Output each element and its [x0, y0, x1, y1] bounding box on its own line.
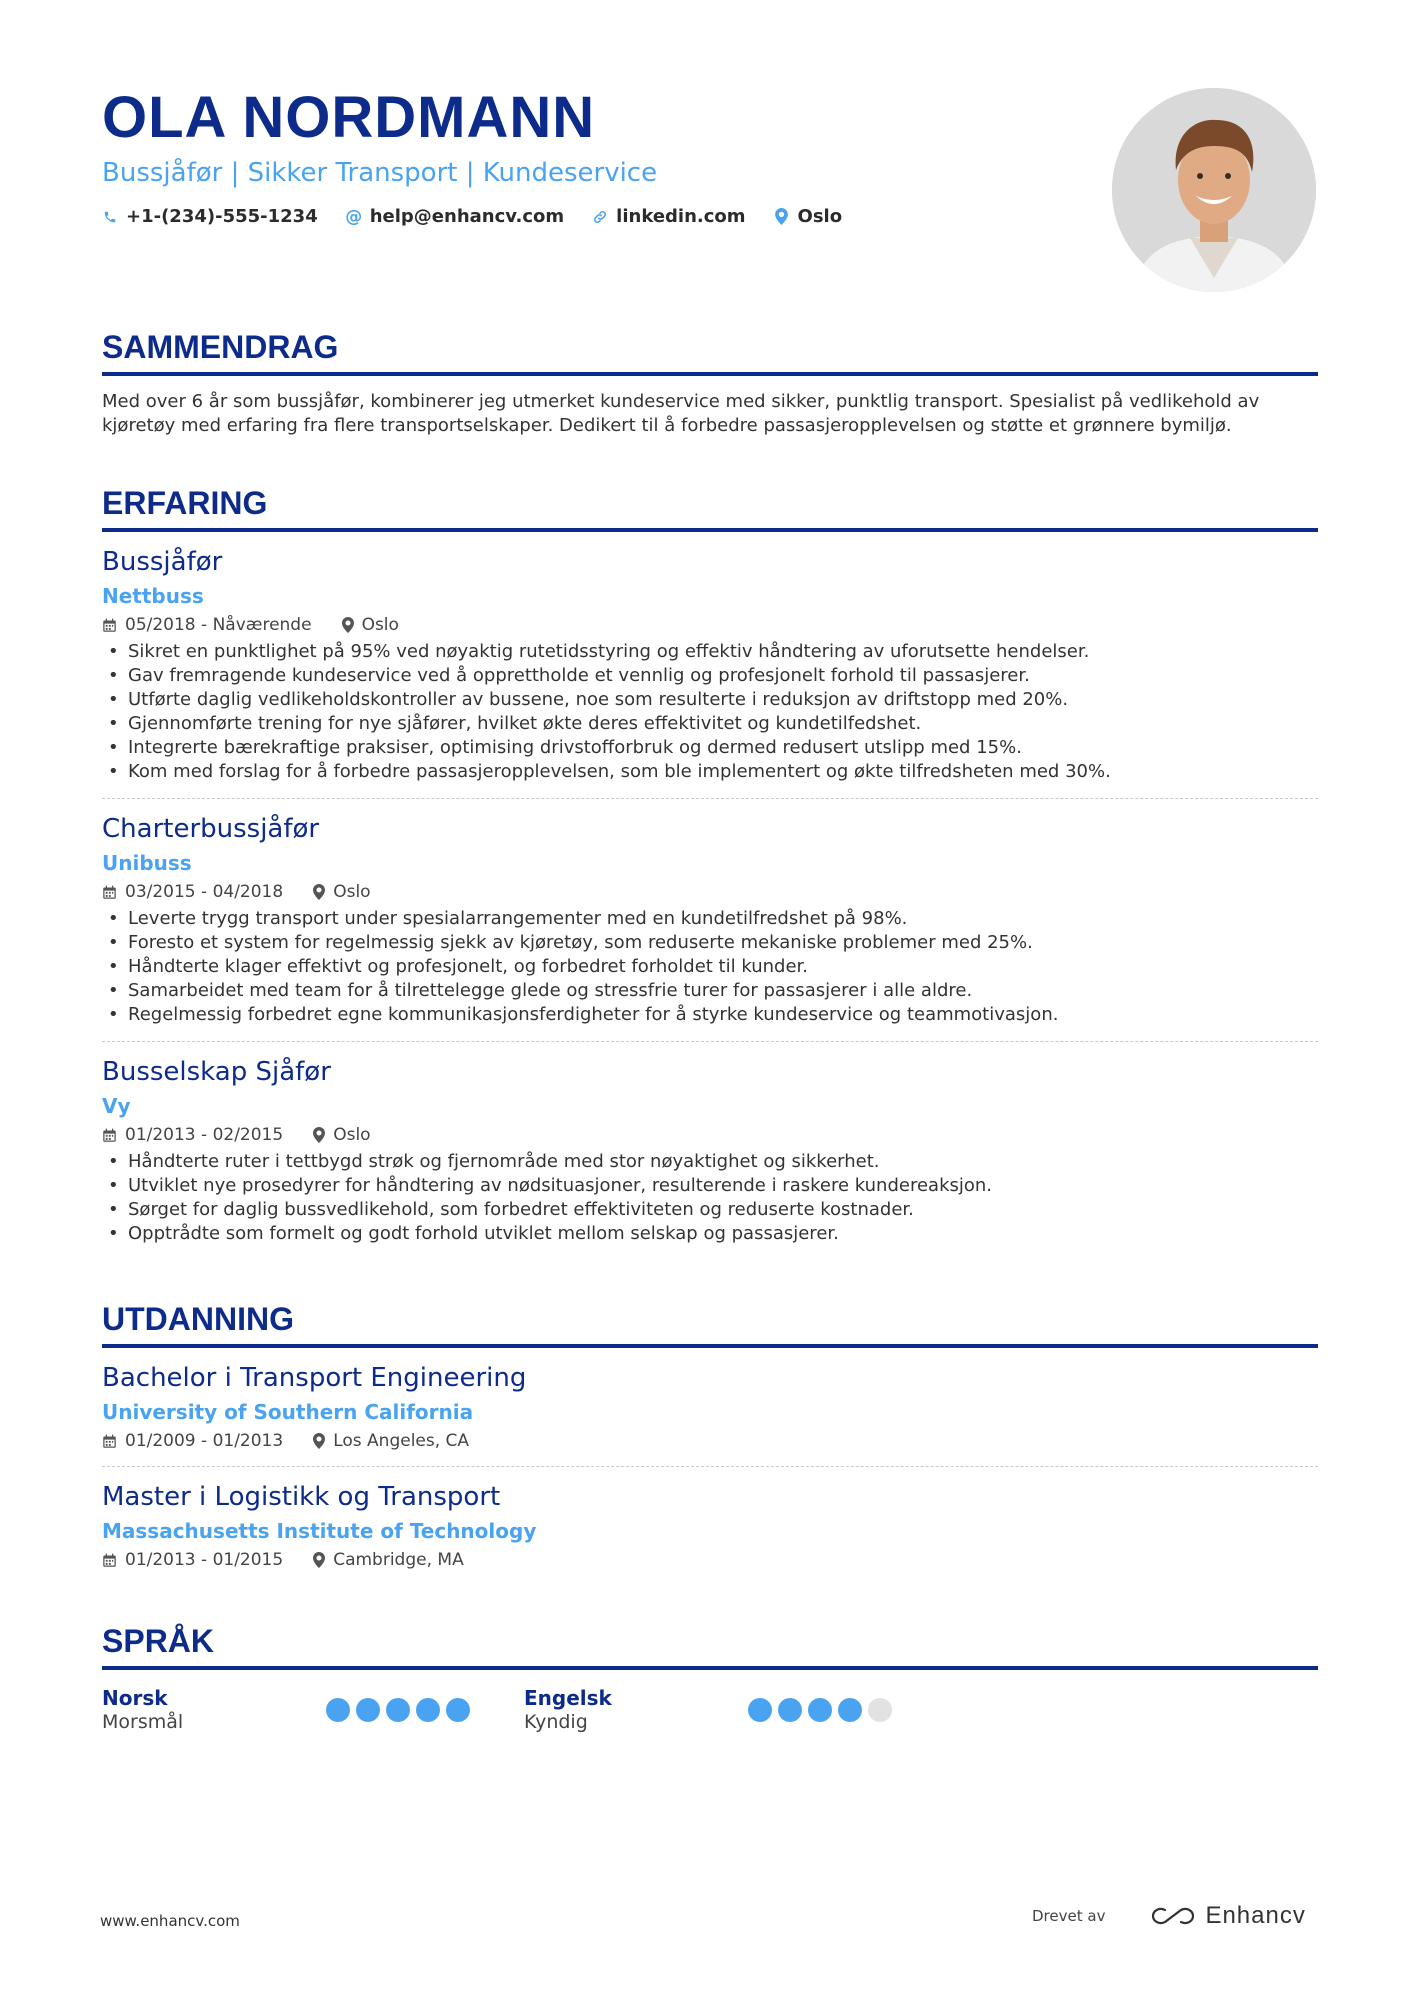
education-heading: UTDANNING: [102, 1300, 1318, 1348]
brand-name: Enhancv: [1205, 1902, 1306, 1929]
rating-dot-filled: [748, 1698, 772, 1722]
location-text: Oslo: [797, 206, 843, 227]
bullet-item: • Opptrådte som formelt og godt forhold utviklet mellom selskap og passasjerer.: [102, 1222, 1318, 1246]
education-section: [102, 1300, 1318, 1571]
experience-entry: [102, 1041, 1318, 1246]
bullet-item: • Utviklet nye prosedyrer for håndtering av nødsituasjoner, resulterende i raskere kundereaksjon.: [102, 1174, 1318, 1198]
rating-dot-filled: [326, 1698, 350, 1722]
phone-icon: [102, 208, 118, 226]
education-meta: [102, 1549, 1318, 1571]
header: [102, 86, 1102, 227]
calendar-icon: [102, 1553, 117, 1568]
languages-heading: SPRÅK: [102, 1622, 1318, 1670]
language-rating: [326, 1698, 470, 1734]
candidate-name: OLA NORDMANN: [102, 85, 596, 150]
calendar-icon: [102, 885, 117, 900]
job-dates: 03/2015 - 04/2018: [125, 882, 284, 902]
contact-linkedin[interactable]: [592, 206, 745, 227]
education-entry: [102, 1348, 1318, 1452]
education-dates: 01/2013 - 01/2015: [125, 1550, 284, 1570]
bullet-item: • Håndterte ruter i tettbygd strøk og fjernområde med stor nøyaktighet og sikkerhet.: [102, 1150, 1318, 1174]
map-pin-icon: [342, 617, 354, 633]
language-item: [102, 1686, 524, 1734]
map-pin-icon: [313, 884, 325, 900]
linkedin-text: linkedin.com: [616, 206, 746, 227]
rating-dot-filled: [838, 1698, 862, 1722]
language-level: Morsmål: [102, 1711, 184, 1733]
job-meta: [102, 881, 1318, 903]
summary-heading: SAMMENDRAG: [102, 328, 1318, 376]
company-name: Vy: [102, 1094, 131, 1118]
calendar-icon: [102, 618, 117, 633]
footer-website[interactable]: www.enhancv.com: [100, 1912, 240, 1930]
rating-dot-filled: [808, 1698, 832, 1722]
enhancv-logo[interactable]: [1151, 1902, 1305, 1930]
at-icon: @: [345, 206, 363, 227]
job-location: Oslo: [333, 1125, 371, 1145]
education-entry: [102, 1466, 1318, 1571]
job-title: Bussjåfør: [102, 547, 223, 577]
bullet-item: • Integrerte bærekraftige praksiser, optimising drivstofforbruk og dermed redusert utslipp med 15%.: [102, 736, 1318, 760]
company-name: Unibuss: [102, 851, 192, 875]
job-location: Oslo: [333, 882, 371, 902]
job-meta: [102, 614, 1318, 636]
contact-email[interactable]: [346, 206, 564, 227]
bullet-item: • Sørget for daglig bussvedlikehold, som forbedret effektiviteten og reduserte kostnader.: [102, 1198, 1318, 1222]
job-title: Busselskap Sjåfør: [102, 1057, 331, 1087]
bullet-item: • Gjennomførte trening for nye sjåfører, hvilket økte deres effektivitet og kundetilfedshet.: [102, 712, 1318, 736]
job-bullets: [102, 640, 1318, 784]
bullet-item: • Sikret en punktlighet på 95% ved nøyaktig rutetidsstyring og effektiv håndtering av uforutsette hendelser.: [102, 640, 1318, 664]
rating-dot-filled: [386, 1698, 410, 1722]
email-text: help@enhancv.com: [369, 206, 565, 227]
rating-dot-empty: [868, 1698, 892, 1722]
bullet-item: • Samarbeidet med team for å tilrettelegge glede og stressfrie turer for passasjerer i alle aldre.: [102, 979, 1318, 1003]
experience-entry: [102, 798, 1318, 1027]
summary-section: [102, 328, 1318, 438]
bullet-item: • Regelmessig forbedret egne kommunikasjonsferdigheter for å styrke kundeservice og teammotivasjon.: [102, 1003, 1318, 1027]
degree-title: Master i Logistikk og Transport: [102, 1482, 501, 1512]
school-name: University of Southern California: [102, 1400, 474, 1424]
rating-dot-filled: [356, 1698, 380, 1722]
languages-section: [102, 1622, 1318, 1734]
job-location: Oslo: [361, 615, 399, 635]
bullet-item: • Leverte trygg transport under spesialarrangementer med en kundetilfredshet på 98%.: [102, 907, 1318, 931]
powered-by-text: Drevet av: [1032, 1907, 1106, 1925]
language-rating: [748, 1698, 892, 1734]
experience-section: [102, 484, 1318, 1246]
map-pin-icon: [313, 1433, 325, 1449]
language-name: Engelsk: [524, 1686, 612, 1710]
education-location: Los Angeles, CA: [333, 1431, 470, 1451]
rating-dot-filled: [416, 1698, 440, 1722]
summary-text: Med over 6 år som bussjåfør, kombinerer jeg utmerket kundeservice med sikker, punktlig transport. Spesialist på vedlikehold av kjøretøy med erfaring fra flere transportselskaper. Dedikert til å forbedre passasjeropplevelsen og støtte et grønnere bymiljø.: [102, 391, 1260, 436]
calendar-icon: [102, 1434, 117, 1449]
job-title: Charterbussjåfør: [102, 814, 320, 844]
bullet-item: • Kom med forslag for å forbedre passasjeropplevelsen, som ble implementert og økte tilfredsheten med 30%.: [102, 760, 1318, 784]
degree-title: Bachelor i Transport Engineering: [102, 1363, 527, 1393]
experience-heading: ERFARING: [102, 484, 1318, 532]
job-dates: 01/2013 - 02/2015: [125, 1125, 284, 1145]
language-item: [524, 1686, 946, 1734]
languages-list: [102, 1686, 1318, 1734]
rating-dot-filled: [446, 1698, 470, 1722]
company-name: Nettbuss: [102, 584, 204, 608]
job-bullets: [102, 907, 1318, 1027]
contact-location: [774, 206, 843, 227]
rating-dot-filled: [778, 1698, 802, 1722]
language-name: Norsk: [102, 1686, 168, 1710]
link-icon: [592, 208, 608, 226]
map-pin-icon: [774, 208, 790, 226]
language-level: Kyndig: [524, 1711, 588, 1733]
school-name: Massachusetts Institute of Technology: [102, 1519, 537, 1543]
bullet-item: • Utførte daglig vedlikeholdskontroller av bussene, noe som resulterte i reduksjon av driftstopp med 20%.: [102, 688, 1318, 712]
contact-row: [102, 206, 1102, 227]
profile-photo: [1112, 88, 1316, 292]
bullet-item: • Gav fremragende kundeservice ved å opprettholde et vennlig og profesjonelt forhold til passasjerer.: [102, 664, 1318, 688]
map-pin-icon: [313, 1552, 325, 1568]
job-dates: 05/2018 - Nåværende: [125, 615, 312, 635]
education-location: Cambridge, MA: [333, 1550, 464, 1570]
enhancv-logo-icon: [1151, 1905, 1195, 1927]
phone-text: +1-(234)-555-1234: [126, 206, 318, 227]
job-bullets: [102, 1150, 1318, 1246]
contact-phone[interactable]: [102, 206, 318, 227]
candidate-title: Bussjåfør | Sikker Transport | Kundeservice: [102, 158, 658, 188]
job-meta: [102, 1124, 1318, 1146]
education-dates: 01/2009 - 01/2013: [125, 1431, 284, 1451]
bullet-item: • Håndterte klager effektivt og profesjonelt, og forbedret forholdet til kunder.: [102, 955, 1318, 979]
bullet-item: • Foresto et system for regelmessig sjekk av kjøretøy, som reduserte mekaniske problemer med 25%.: [102, 931, 1318, 955]
footer-branding: [1032, 1902, 1306, 1930]
calendar-icon: [102, 1128, 117, 1143]
education-meta: [102, 1430, 1318, 1452]
experience-entry: [102, 532, 1318, 784]
map-pin-icon: [313, 1127, 325, 1143]
